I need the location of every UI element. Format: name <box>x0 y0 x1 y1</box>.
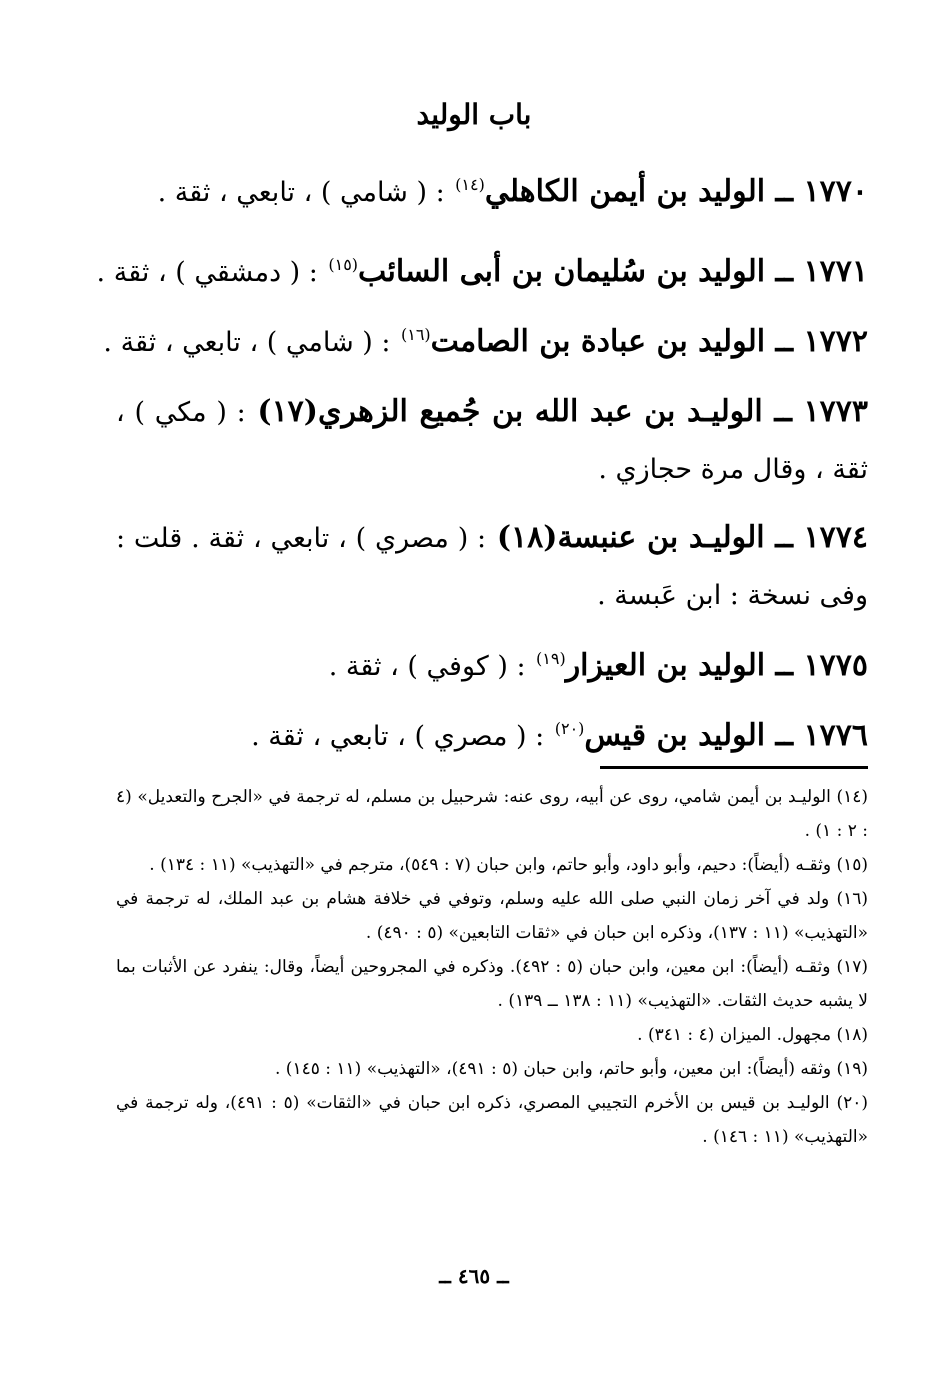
entry-1771: ١٧٧١ ــ الوليد بن سُليمان بن أبى السائب$^{(١٥)}$ : ( دمشقي ) ، ثقة . <box>96 254 868 289</box>
page-number: ــ ٤٦٥ ــ <box>439 1264 509 1288</box>
entry-details: : ( مصري ) ، تابعي ، ثقة . قلت : وفى نسخة : ابن عَبسة . <box>116 523 868 611</box>
footnote-divider <box>600 766 868 769</box>
entry-details: : ( شامي ) ، تابعي ، ثقة . <box>103 327 391 358</box>
footnote-ref: ١٨ <box>511 520 544 555</box>
entry-details: : ( مصري ) ، تابعي ، ثقة . <box>251 721 545 752</box>
entry-1774: ١٧٧٤ ــ الوليـد بن عنبسة(١٨) : ( مصري ) ، تابعي ، ثقة . قلت : وفى نسخة : ابن عَبسة . <box>116 520 868 611</box>
footnote-17: (١٧) وثقـه (أيضاً): ابن معين، وابن حبان (٥ : ٤٩٢). وذكره في المجروحين أيضاً، وقال: ينفرد عن الأثبات بما لا يشبه حديث الثقات. «التهذيب» (١١ : ١٣٨ ــ ١٣٩) . <box>116 957 869 1011</box>
entry-1775: ١٧٧٥ ــ الوليد بن العيزار$^{(١٩)}$ : ( كوفي ) ، ثقة . <box>328 648 868 683</box>
entry-number: ١٧٧٣ <box>803 394 868 429</box>
footnotes-section <box>116 780 868 1154</box>
footnote-ref: ١٦ <box>407 325 425 344</box>
entry-name: الوليد بن عبادة بن الصامت <box>430 324 766 359</box>
entry-name: الوليد بن أيمن الكاهلي <box>484 174 766 209</box>
footnote-19: (١٩) وثقه (أيضاً): ابن معين، وأبو حاتم، وابن حبان (٥ : ٤٩١)، «التهذيب» (١١ : ١٤٥) . <box>274 1059 868 1079</box>
footnote-18: (١٨) مجهول. الميزان (٤ : ٣٤١) . <box>637 1025 868 1045</box>
footnote-ref: ٢٠ <box>560 719 579 738</box>
entry-1776: ١٧٧٦ ــ الوليد بن قيس$^{(٢٠)}$ : ( مصري ) ، تابعي ، ثقة . <box>251 718 868 753</box>
entry-1770: ١٧٧٠ ــ الوليد بن أيمن الكاهلي$^{(١٤)}$ : ( شامي ) ، تابعي ، ثقة . <box>157 174 868 209</box>
entry-number: ١٧٧٠ <box>803 174 868 209</box>
entry-name: الوليد بن العيزار <box>565 648 766 683</box>
entry-name: الوليـد بن عنبسة <box>557 520 765 555</box>
footnote-ref: ١٤ <box>461 175 479 194</box>
footnote-20: (٢٠) الوليـد بن قيس بن الأخرم التجيبي المصري، ذكره ابن حبان في «الثقات» (٥ : ٤٩١)، وله ترجمة في «التهذيب» (١١ : ١٤٦) . <box>116 1093 868 1147</box>
entry-details: : ( مكي ) ، ثقة ، وقال مرة حجازي . <box>116 397 868 485</box>
entry-1773: ١٧٧٣ ــ الوليـد بن عبد الله بن جُميع الزهري(١٧) : ( مكي ) ، ثقة ، وقال مرة حجازي . <box>116 394 868 485</box>
entry-name: الوليـد بن عبد الله بن جُميع الزهري <box>318 394 763 429</box>
footnote-16: (١٦) ولد في آخر زمان النبي صلى الله عليه وسلم، وتوفي في خلافة هشام بن عبد الملك، له ترجمة في «التهذيب» (١١ : ١٣٧)، وذكره ابن حبان في «ثقات التابعين» (٥ : ٤٩٠) . <box>116 889 868 943</box>
entry-name: الوليد بن قيس <box>584 718 766 753</box>
entry-number: ١٧٧٤ <box>803 520 868 555</box>
footnote-14: (١٤) الوليـد بن أيمن شامي، روى عن أبيه، روى عنه: شرحبيل بن مسلم، له ترجمة في «الجرح والتعديل» (٤ : ٢ : ١) . <box>116 787 868 841</box>
footnote-ref: ١٥ <box>334 255 352 274</box>
entry-details: : ( دمشقي ) ، ثقة . <box>96 257 318 288</box>
entry-number: ١٧٧٢ <box>803 324 868 359</box>
entry-number: ١٧٧٦ <box>803 718 868 753</box>
chapter-title: باب الوليد <box>416 98 532 131</box>
entry-name: الوليد بن سُليمان بن أبى السائب <box>358 254 766 289</box>
footnote-ref: ١٧ <box>271 394 304 429</box>
entry-1772: ١٧٧٢ ــ الوليد بن عبادة بن الصامت$^{(١٦)}$ : ( شامي ) ، تابعي ، ثقة . <box>103 324 868 359</box>
entry-number: ١٧٧١ <box>803 254 868 289</box>
entry-details: : ( شامي ) ، تابعي ، ثقة . <box>157 177 445 208</box>
entry-details: : ( كوفي ) ، ثقة . <box>328 651 526 682</box>
footnote-ref: ١٩ <box>542 649 560 668</box>
entry-number: ١٧٧٥ <box>803 648 868 683</box>
footnote-15: (١٥) وثقـه (أيضاً): دحيم، وأبو داود، وأبو حاتم، وابن حبان (٧ : ٥٤٩)، مترجم في «التهذيب» (١١ : ١٣٤) . <box>149 855 868 875</box>
